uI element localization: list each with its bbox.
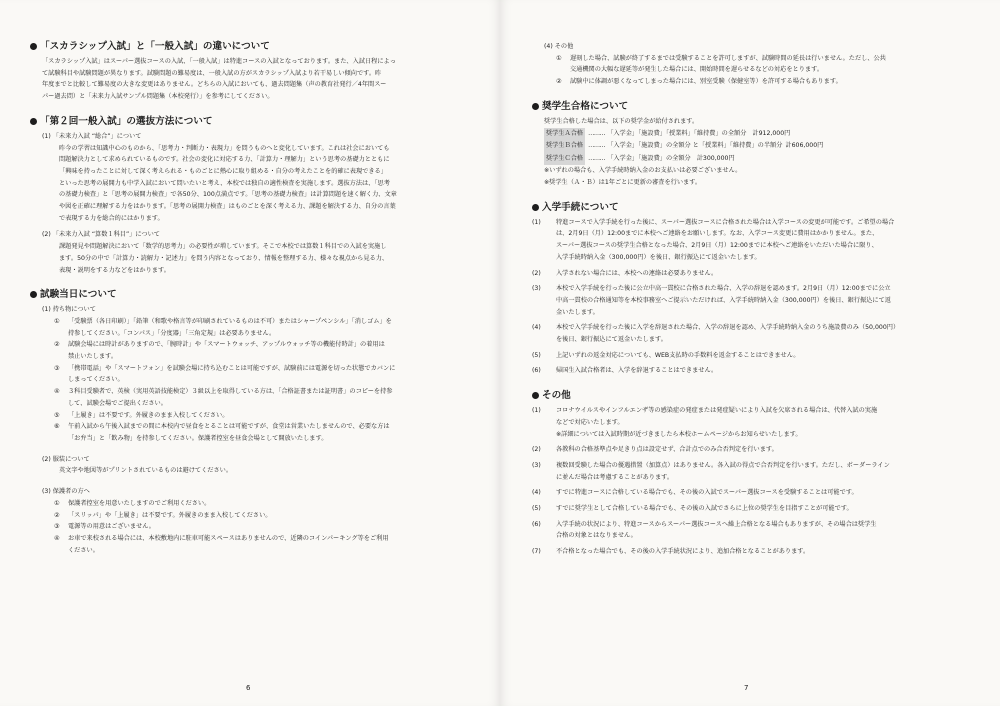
list-item: (4) 本校で入学手続を行った後に入学を辞退された場合、入学の辞退を認め、入学手続時納入金のうち施設費のみ（50,000円） を後日、銀行振込にて返金いたします。 [532, 324, 900, 344]
bullet-icon [532, 204, 539, 211]
section-heading: 入学手続について [532, 201, 974, 214]
scholarship-row: 奨学生Ｃ合格 ……… 「入学金」「施設費」の全額分 計300,000円 [532, 153, 974, 166]
scholarship-row: 奨学生Ｂ合格 ……… 「入学金」「施設費」の全額分 と「授業料」「維持費」の半額分 計606,000円 [532, 140, 974, 153]
section-other-exam [532, 41, 974, 88]
text-line: 課題発見や問題解決において「数学的思考力」の必要性が増しています。そこで本校では算数１科目での入試を実施し [59, 243, 387, 251]
subheading: (1) 「未来力入試 “総合”」について [42, 132, 142, 140]
text-line: て試験科目や試験問題が異なります。試験問題の難易度は、一般入試の方がスカラシップ入試より若干易しい傾向です。昨 [42, 69, 382, 77]
section-scholarship-vs-general [30, 40, 472, 103]
list-item: ⑥ 午前入試から午後入試までの間に本校内で昼食をとることは可能ですが、食堂は営業いたしませんので、必要な方は 「お弁当」と「飲み物」を持参してください。保護者控室を昼食会場として開放いたします。 [54, 423, 390, 442]
list-item: ① 遅刻した場合、試験が終了するまでは受験することを許可しますが、試験時間の延長は行いません。ただし、公共 交通機関の大幅な遅延等が発生した場合には、開始時間を遅らせるなどの対応をとります。 [556, 54, 886, 74]
bullet-icon [532, 103, 539, 110]
text-line: パー過去問）と「未来力入試サンプル問題集（本校発行）」を参考にしてください。 [42, 93, 274, 101]
subheading: (3) 保護者の方へ [42, 488, 90, 496]
list-item: (3) 本校で入学手続を行った後に公立中高一貫校に合格された場合、入学の辞退を認めます。2月9日（月）12:00までに公立 中高一貫校の合格通知等を本校事務室へご提示いただければ、入学手続時納入金（300,000円）を後日、銀行振込にて返 金いたします。 [532, 285, 891, 316]
note: ※いずれの場合も、入学手続時納入金のお支払いは必要ございません。 [544, 167, 742, 175]
list-item: ② 試験会場には時計がありますので、「腕時計」や「スマートウォッチ、アップルウォッチ等の機能付時計」の着用は 禁止いたします。 [54, 341, 385, 361]
text-line: で表現する力を総合的にはかります。 [59, 214, 164, 222]
list-item: (4) すでに特進コースに合格している場合でも、その後の入試でスーパー選抜コースを受験することは可能です。 [532, 489, 858, 497]
section-heading: 「第２回一般入試」の選抜方法について [30, 115, 472, 128]
note: ※奨学生（Ａ・Ｂ）は1年ごとに更新の審査を行います。 [544, 179, 702, 186]
text-line: 「興味を持ったことに対して深く考えられる・ものごとに熱心に取り組める・自分の考えたことを的確に表現できる」 [59, 167, 387, 175]
text-line: 奨学生合格した場合は、以下の奨学金が給付されます。 [544, 117, 699, 125]
list-item: ④ お車で来校される場合には、本校敷地内に駐車可能スペースはありませんので、近隣のコインパーキング等をご利用 ください。 [54, 534, 389, 554]
list-item: ③ 電源等の用意はございません。 [54, 523, 155, 531]
section-others [532, 389, 974, 558]
text-line: や図を正確に理解する力をはかります。「思考の展開力検査」はものごとを深く考える力、課題を解決する力、自分の言葉 [59, 203, 396, 211]
text-line: 昨今の学習は知識中心のものから、「思考力・判断力・表現力」を問うものへと変化しています。これは社会においても [59, 144, 390, 152]
text-line: といった思考の展開力も中学入試において問いたいと考え、本校では独自の適性検査を実施します。選抜方法は、「思考 [59, 179, 390, 187]
subheading: (1) 持ち物について [42, 306, 96, 314]
text-line: 英文字や地図等がプリントされているものは避けてください。 [59, 467, 233, 475]
subheading: (2) 「未来力入試 “算数１科目”」について [42, 231, 160, 239]
scholarship-tag: 奨学生Ｂ合格 [544, 140, 585, 153]
page-number: 7 [744, 684, 749, 692]
bullet-icon [30, 43, 37, 50]
list-item: (1) 特進コースで入学手続を行った後に、スーパー選抜コースに合格された場合は入学コースの変更が可能です。ご希望の場合 は、2月9日（月）12:00までに本校へご連絡をお願いします。なお、入学コース変更に費用はかかりません。また、 スーパー選抜コースの奨学生合格となった場合、2月9日（月）12:00までに本校へご連絡をいただいた場合に限り、 入学手続時納入金（300,000円）を後日、銀行振込にて返金いたします。 [532, 218, 895, 261]
text-line: 年度までと比較して難易度の大きな変更はありません。どちらの入試においても、過去問題集（声の教育社発行／4年間スー [42, 81, 387, 89]
list-item: (5) すでに奨学生として合格している場合でも、その後の入試でさらに上位の奨学生を目指すことが可能です。 [532, 505, 853, 513]
section-enrollment [532, 201, 974, 377]
list-item: (3) 複数回受験した場合の優遇措置（加算点）はありません。各入試の得点で合否判定を行います。ただし、ボーダーライン に並んだ場合は考慮することがあります。 [532, 461, 890, 481]
page-number: 6 [246, 684, 251, 692]
bullet-icon [532, 392, 539, 399]
section-scholarship [532, 100, 974, 189]
bullet-icon [30, 291, 37, 298]
list-item: ③ 「携帯電話」や「スマートフォン」を試験会場に持ち込むことは可能ですが、試験前には電源を切った状態でカバンに しまってください。 [54, 364, 396, 384]
page-7 [500, 0, 1000, 706]
list-item: (1) コロナウイルスやインフルエンザ等の感染症の発症または発症疑いにより入試を欠席される場合は、代替入試の実施 などで対応いたします。 ※詳細については入試時期が近づきましたら本校ホームページからお知らせいたします。 [532, 407, 878, 438]
list-item: (6) 入学手続の状況により、特進コースからスーパー選抜コースへ繰上合格となる場合もありますが、その場合は奨学生 合格の対象とはなりません。 [532, 520, 877, 540]
list-item: (7) 不合格となった場合でも、その後の入学手続状況により、追加合格となることがあります。 [532, 548, 810, 556]
list-item: (5) 上記いずれの返金対応についても、WEB支払時の手数料を返金することはできません。 [532, 351, 800, 359]
list-item: (2) 入学されない場合には、本校への連絡は必要ありません。 [532, 269, 718, 277]
list-item: ① 「受験票（各日印刷）」「鉛筆（和歌や格言等が印刷されているものは不可）またはシャープペンシル」「消しゴム」を 持参してください。「コンパス」「分度器」「三角定規」は必要ありません。 [54, 317, 392, 337]
bullet-icon [30, 118, 37, 125]
section-heading: その他 [532, 389, 974, 402]
text-line: の基礎力検査」と「思考の展開力検査」で各50分、100点満点です。「思考の基礎力検査」は計算問題を速く解く力、文章 [59, 191, 397, 199]
list-item: ② 「スリッパ」や「上履き」は不要です。外履きのまま入校してください。 [54, 511, 272, 519]
section-exam-day [30, 288, 472, 556]
list-item: ① 保護者控室を用意いたしますのでご利用ください。 [54, 499, 211, 507]
text-line: ます。50分の中で「計算力・読解力・記述力」を問う内容となっており、情報を整理する力、様々な視点から見る力、 [59, 254, 389, 262]
subheading: (2) 服装について [42, 455, 90, 463]
list-item: (2) 各教科の合格基準点や足きり点は設定せず、合計点でのみ合否判定を行います。 [532, 446, 778, 454]
scholarship-tag: 奨学生Ａ合格 [544, 128, 585, 141]
list-item: (6) 帰国生入試合格者は、入学を辞退することはできません。 [532, 367, 718, 375]
section-heading: 試験当日について [30, 288, 472, 301]
text-line: 表現・説明をする力などをはかります。 [59, 266, 170, 274]
section-heading: 奨学生合格について [532, 100, 974, 113]
scholarship-tag: 奨学生Ｃ合格 [544, 153, 585, 166]
text-line: 問題解決力として求められているものです。社会の変化に対応する力、「計算力・理解力」という思考の基礎力とともに [59, 156, 390, 164]
section-heading: 「スカラシップ入試」と「一般入試」の違いについて [30, 40, 472, 53]
list-item: ⑤ 「上履き」は不要です。外履きのまま入校してください。 [54, 411, 229, 419]
list-item: ② 試験中に体調が悪くなってしまった場合には、別室受験（保健室等）を許可する場合もあります。 [556, 78, 842, 86]
scholarship-row: 奨学生Ａ合格 ……… 「入学金」「施設費」「授業料」「維持費」の全額分 計912,000円 [532, 128, 974, 141]
section-selection-method [30, 115, 472, 276]
text-line: 「スカラシップ入試」はスーパー選抜コースの入試、「一般入試」は特進コースの入試となっております。また、入試日程によっ [42, 58, 396, 65]
subheading: (4) その他 [544, 43, 574, 50]
list-item: ④ ３科目受験者で、英検（実用英語技能検定）３級以上を取得している方は、「合格証書または証明書」のコピーを持参 して、試験会場でご提出ください。 [54, 388, 393, 407]
